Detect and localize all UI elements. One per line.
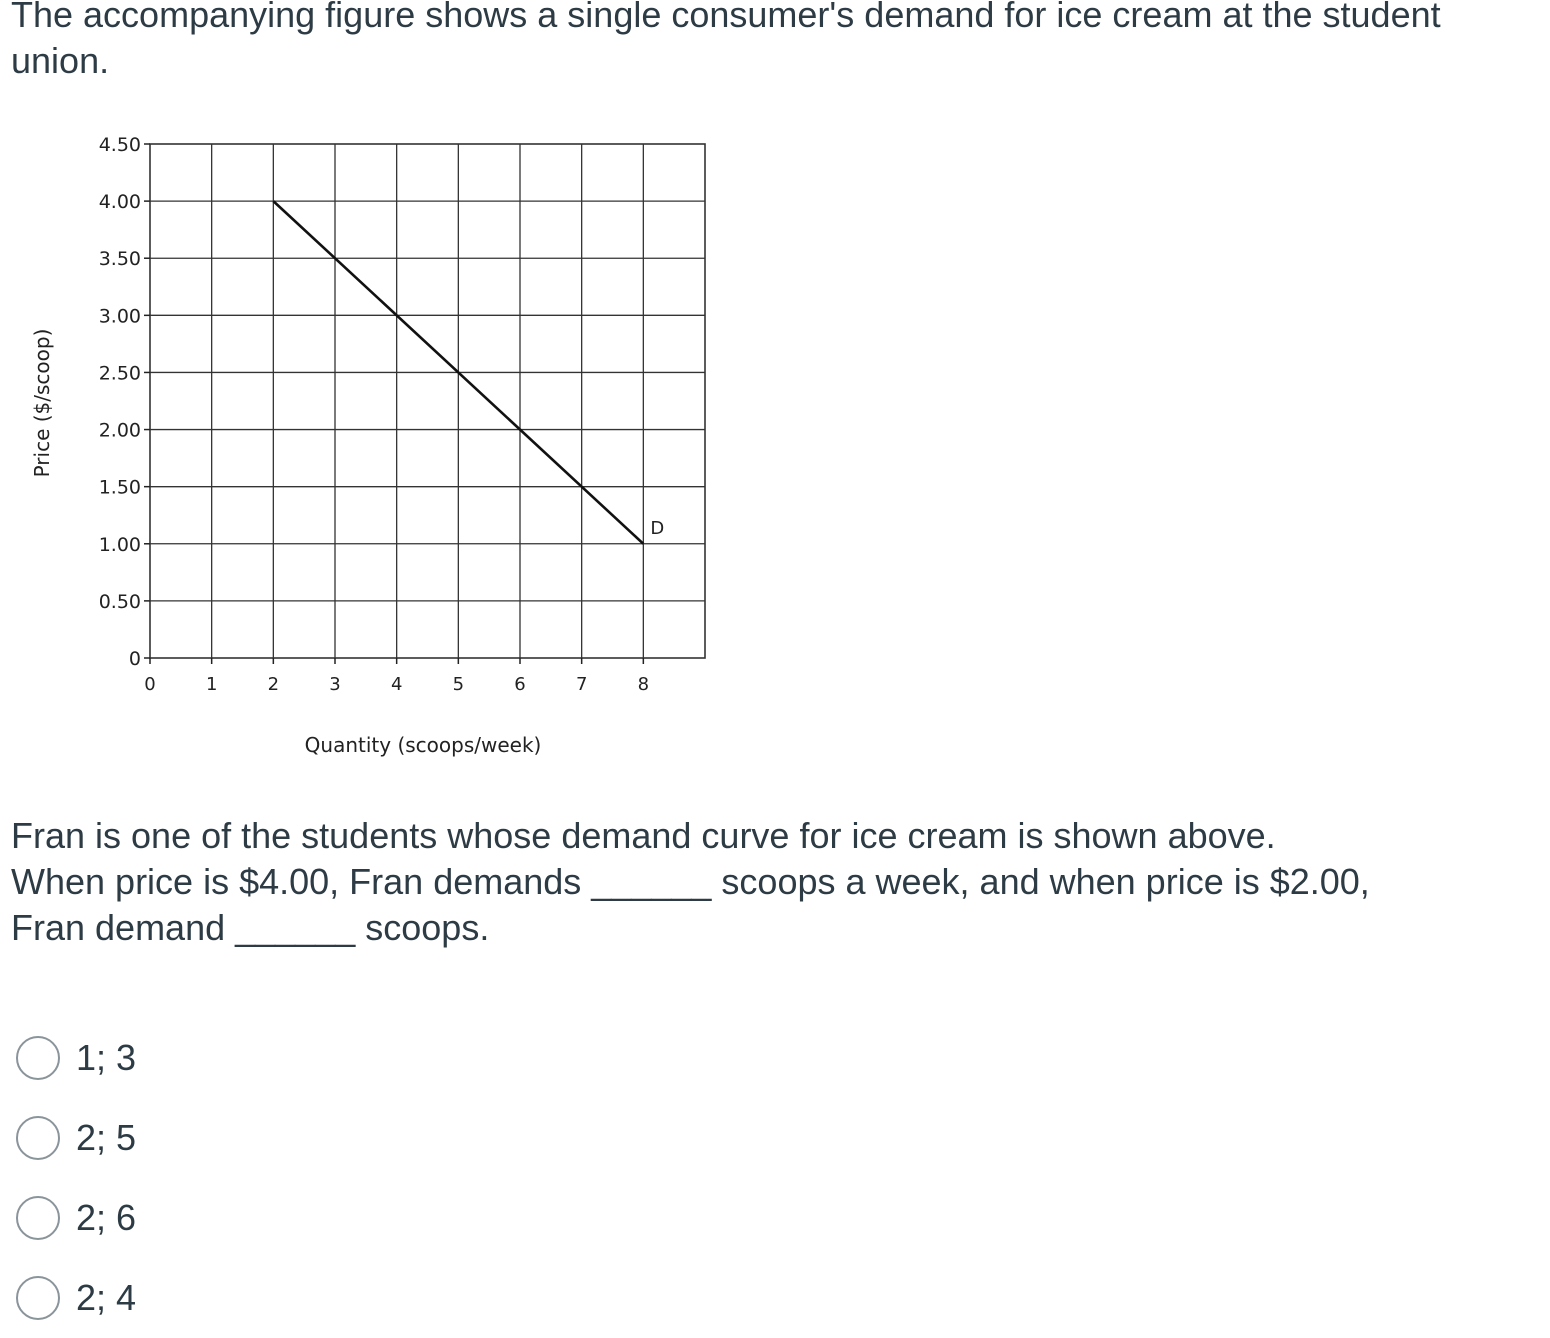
x-tick-label: 2 bbox=[267, 674, 280, 695]
question-intro: The accompanying figure shows a single consumer's demand for ice cream at the student union. bbox=[11, 0, 1441, 81]
y-tick-label: 0 bbox=[128, 648, 141, 670]
x-tick-label: 0 bbox=[144, 674, 156, 695]
radio-button-icon[interactable] bbox=[16, 1116, 60, 1160]
y-tick-label: 0.50 bbox=[98, 590, 141, 613]
y-tick-label: 2.00 bbox=[98, 419, 141, 442]
x-axis-title: Quantity (scoops/week) bbox=[304, 733, 542, 757]
question-text-line-2: When price is $4.00, Fran demands ______ scoops a week, and when price is $2.00, bbox=[11, 861, 1370, 902]
answer-option-label: 1; 3 bbox=[76, 1037, 137, 1078]
y-tick-label: 4.50 bbox=[98, 134, 141, 156]
demand-chart-svg bbox=[0, 120, 740, 780]
question-text-line-3: Fran demand ______ scoops. bbox=[11, 907, 490, 948]
demand-chart bbox=[0, 120, 740, 780]
x-tick-label: 4 bbox=[390, 674, 403, 695]
y-tick-label: 1.50 bbox=[98, 476, 141, 499]
question-text-line-1: Fran is one of the students whose demand curve for ice cream is shown above. bbox=[11, 815, 1276, 856]
x-tick-label: 1 bbox=[205, 674, 218, 695]
x-tick-label: 8 bbox=[637, 674, 650, 695]
answer-option-label: 2; 4 bbox=[76, 1277, 137, 1318]
y-tick-label: 1.00 bbox=[98, 533, 141, 556]
answer-option-1[interactable] bbox=[16, 1018, 136, 1098]
plot-frame bbox=[150, 144, 705, 658]
radio-button-icon[interactable] bbox=[16, 1196, 60, 1240]
y-axis-title: Price ($/scoop) bbox=[30, 328, 54, 478]
answer-option-label: 2; 6 bbox=[76, 1197, 137, 1238]
x-tick-label: 5 bbox=[452, 674, 465, 695]
x-tick-label: 3 bbox=[329, 674, 341, 695]
y-tick-label: 4.00 bbox=[98, 191, 141, 214]
radio-button-icon[interactable] bbox=[16, 1276, 60, 1320]
y-tick-label: 3.50 bbox=[98, 248, 141, 271]
x-tick-label: 7 bbox=[575, 674, 588, 695]
answer-option-4[interactable] bbox=[16, 1258, 136, 1338]
y-tick-label: 2.50 bbox=[98, 362, 141, 385]
answer-option-3[interactable] bbox=[16, 1178, 136, 1258]
radio-button-icon[interactable] bbox=[16, 1036, 60, 1080]
question-text bbox=[11, 813, 1511, 951]
answer-option-label: 2; 5 bbox=[76, 1117, 137, 1158]
demand-curve-label: D bbox=[650, 517, 665, 539]
answer-option-2[interactable] bbox=[16, 1098, 136, 1178]
answer-options bbox=[16, 1018, 136, 1338]
y-tick-label: 3.00 bbox=[98, 305, 141, 328]
x-tick-label: 6 bbox=[514, 674, 526, 695]
